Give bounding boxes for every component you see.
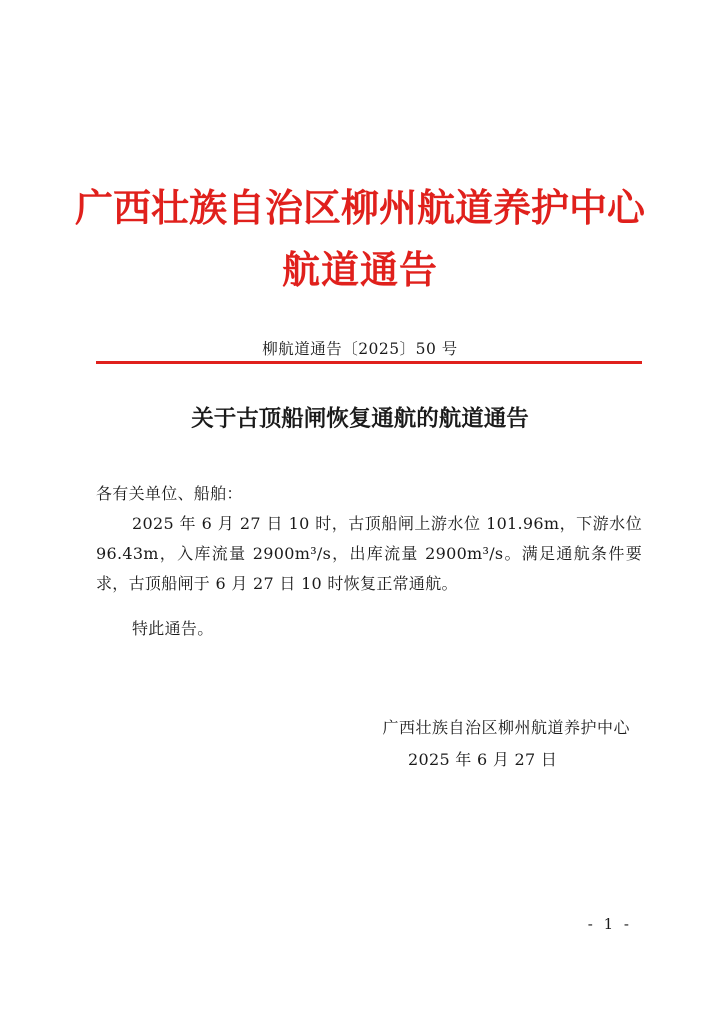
page-number: - 1 -	[587, 915, 632, 933]
header-organization: 广西壮族自治区柳州航道养护中心	[74, 185, 645, 230]
salutation: 各有关单位、船舶：	[96, 484, 243, 503]
red-divider-line	[96, 361, 642, 364]
signature-date: 2025 年 6 月 27 日	[408, 750, 558, 769]
notice-title: 关于古顶船闸恢复通航的航道通告	[191, 406, 529, 432]
signature-organization: 广西壮族自治区柳州航道养护中心	[382, 718, 630, 737]
header-document-type: 航道通告	[281, 247, 438, 292]
document-number: 柳航道通告〔2025〕50 号	[262, 340, 458, 358]
notice-paragraph: 2025 年 6 月 27 日 10 时，古顶船闸上游水位 101.96m，下游水位 96.43m，入库流量 2900m³/s，出库流量 2900m³/s。满足通航条件要求，古顶船闸于 6 月 27 日 10 时恢复正常通航。	[96, 514, 642, 593]
closing-line: 特此通告。	[132, 619, 214, 638]
